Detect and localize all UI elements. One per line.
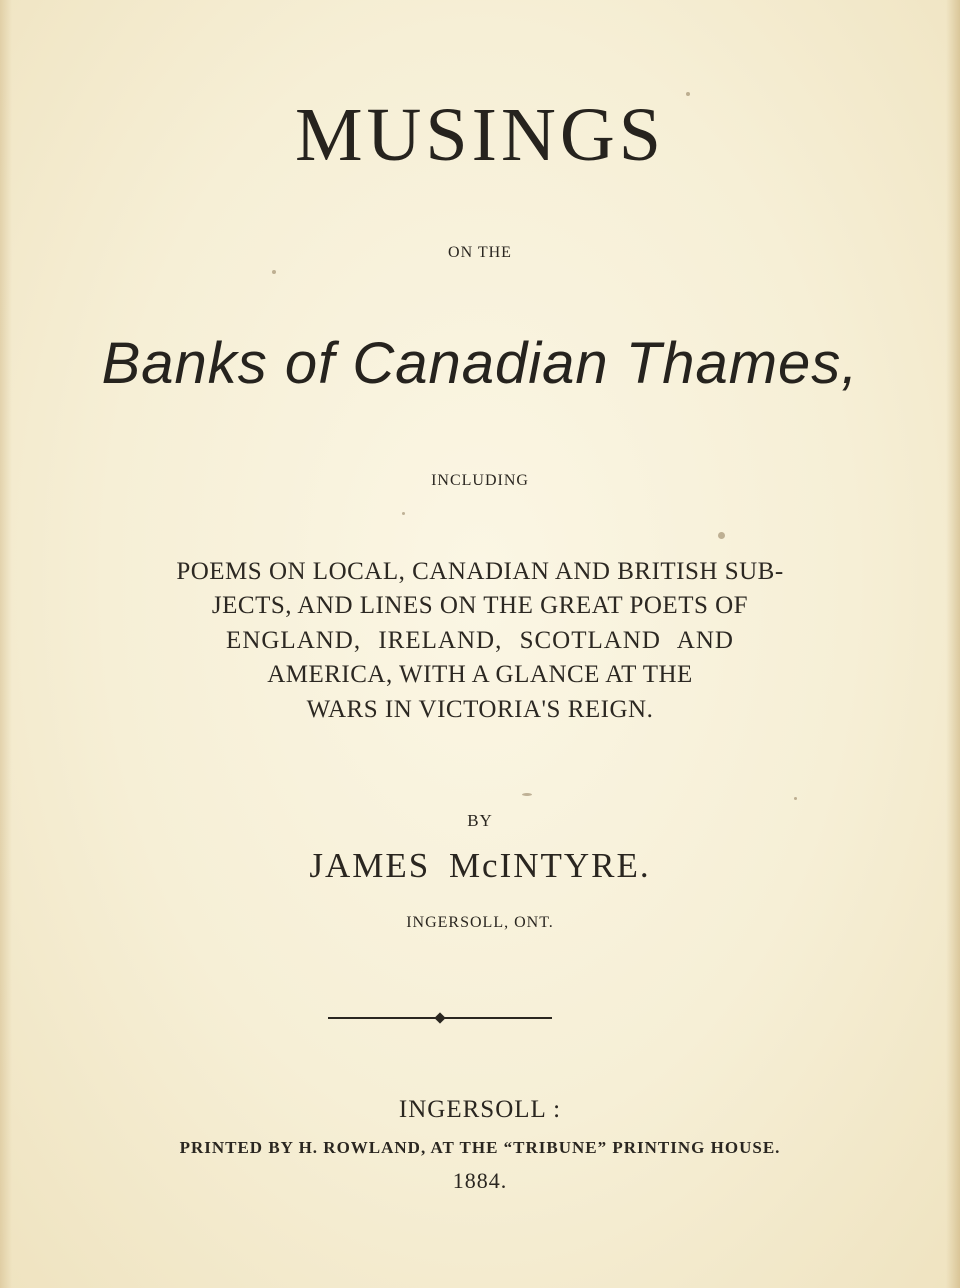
imprint-printer: PRINTED BY H. ROWLAND, AT THE “TRIBUNE” PRINTING HOUSE. [179,1138,781,1157]
paper-speck [522,793,532,796]
imprint-place: INGERSOLL : [398,1096,562,1123]
author-location: INGERSOLL, ONT. [406,914,554,931]
including-label: INCLUDING [431,472,529,489]
author-name: JAMES McINTYRE. [309,846,651,885]
description-line-5: WARS IN VICTORIA'S REIGN. [306,696,654,723]
description-line-4: AMERICA, WITH A GLANCE AT THE [267,661,693,688]
paper-speck [794,797,797,800]
ornamental-rule-diamond [434,1012,445,1023]
by-label: BY [467,811,493,830]
paper-speck [272,270,276,274]
description-line-2: JECTS, AND LINES ON THE GREAT POETS OF [211,592,749,619]
imprint-year: 1884. [452,1168,508,1193]
book-subtitle: Banks of Canadian Thames, [101,331,859,396]
book-title: MUSINGS [294,93,666,177]
description-line-3: ENGLAND, IRELAND, SCOTLAND AND [226,627,734,654]
description-line-1: POEMS ON LOCAL, CANADIAN AND BRITISH SUB- [176,558,784,585]
paper-speck [718,532,725,539]
paper-speck [402,512,405,515]
paper-speck [686,92,690,96]
title-connector: ON THE [448,244,512,261]
